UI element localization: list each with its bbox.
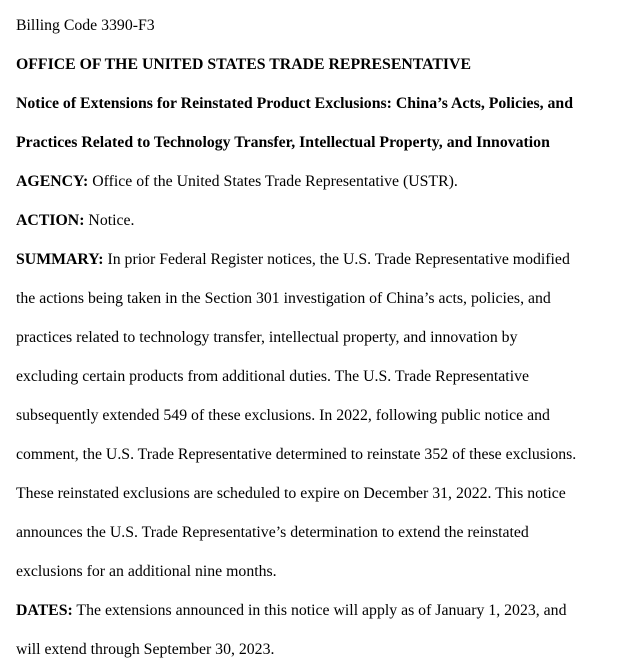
- summary-line-2: the actions being taken in the Section 301 investigation of China’s acts, policies, and: [16, 290, 551, 307]
- summary-line-9: exclusions for an additional nine months.: [16, 563, 277, 580]
- action-line: [16, 201, 630, 240]
- dates-line-1: [16, 591, 630, 630]
- action-text: Notice.: [84, 212, 135, 229]
- summary-text: In prior Federal Register notices, the U.S. Trade Representative modified: [103, 251, 570, 268]
- agency-label: AGENCY:: [16, 173, 89, 190]
- dates-label: DATES:: [16, 602, 73, 619]
- action-label: ACTION:: [16, 212, 85, 229]
- agency-text: Office of the United States Trade Representative (USTR).: [88, 173, 458, 190]
- summary-line-5: subsequently extended 549 of these exclusions. In 2022, following public notice and: [16, 407, 550, 424]
- notice-title-line-1: Notice of Extensions for Reinstated Product Exclusions: China’s Acts, Policies, and: [16, 95, 573, 112]
- summary-line-8: announces the U.S. Trade Representative’s determination to extend the reinstated: [16, 524, 529, 541]
- summary-label: SUMMARY:: [16, 251, 104, 268]
- notice-title-line-2: Practices Related to Technology Transfer, Intellectual Property, and Innovation: [16, 134, 550, 151]
- dates-line-2: will extend through September 30, 2023.: [16, 641, 275, 658]
- office-heading: OFFICE OF THE UNITED STATES TRADE REPRESENTATIVE: [16, 56, 471, 73]
- dates-text: The extensions announced in this notice will apply as of January 1, 2023, and: [72, 602, 567, 619]
- summary-line-7: These reinstated exclusions are scheduled to expire on December 31, 2022. This notice: [16, 485, 566, 502]
- summary-line-3: practices related to technology transfer, intellectual property, and innovation by: [16, 329, 518, 346]
- summary-line-4: excluding certain products from additional duties. The U.S. Trade Representative: [16, 368, 529, 385]
- summary-line-1: [16, 240, 630, 279]
- summary-line-6: comment, the U.S. Trade Representative determined to reinstate 352 of these exclusions.: [16, 446, 577, 463]
- agency-line: [16, 162, 630, 201]
- billing-code: Billing Code 3390-F3: [16, 17, 155, 34]
